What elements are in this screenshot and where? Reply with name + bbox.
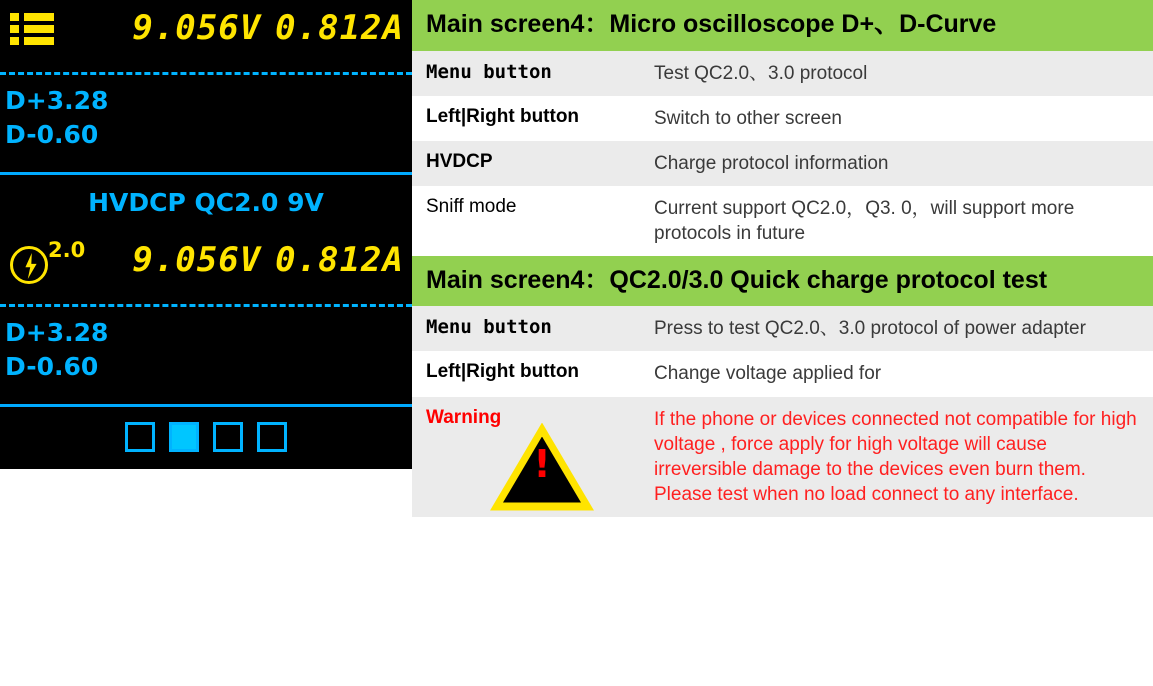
screen1-voltage: 9.056V <box>132 8 262 48</box>
table2-row3-label-cell <box>412 397 648 517</box>
screen2-readout <box>132 240 404 280</box>
table2-row1-desc: Press to test QC2.0、3.0 protocol of power adapter <box>654 318 1086 340</box>
warning-exclamation: ! <box>533 441 551 486</box>
table1-row3-desc: Charge protocol information <box>654 152 889 174</box>
table-row <box>412 306 1153 351</box>
warning-label: Warning <box>426 406 502 428</box>
screen1-protocol: HVDCP QC2.0 9V <box>88 188 324 217</box>
page-dot-4[interactable] <box>257 422 287 452</box>
screen1-topbar <box>0 0 412 66</box>
screen2-dminus: D-0.60 <box>5 352 99 381</box>
table-row-warning <box>412 397 1153 517</box>
table1-row2-desc: Switch to other screen <box>654 107 842 129</box>
device-screens-column <box>0 0 412 686</box>
table1-row2-label: Left|Right button <box>426 105 580 127</box>
screen1-current: 0.812A <box>275 8 404 48</box>
screen2-dashed-separator <box>0 304 412 307</box>
page-dot-3[interactable] <box>213 422 243 452</box>
table2-row3-desc: If the phone or devices connected not compatible for high voltage , force apply for high voltage will cause irreversible damage to the devices even burn them. Please test when no load connect to any interface. <box>654 408 1137 505</box>
page-dot-2[interactable] <box>169 422 199 452</box>
table2-row1-label: Menu button <box>426 316 552 339</box>
table-row <box>412 186 1153 256</box>
list-menu-icon[interactable] <box>10 10 54 50</box>
screen1-dashed-separator <box>0 72 412 75</box>
screen-quick-charge <box>0 232 412 469</box>
table1-row1-label: Menu button <box>426 60 552 83</box>
screen2-dplus: D+3.28 <box>5 318 109 347</box>
table1-row3-label: HVDCP <box>426 150 493 172</box>
lightning-bolt-icon <box>10 238 86 288</box>
screen2-solid-separator <box>0 404 412 407</box>
screen2-topbar <box>0 232 412 298</box>
screen2-voltage: 9.056V <box>132 240 262 280</box>
screen-oscilloscope <box>0 0 412 232</box>
table-row <box>412 351 1153 396</box>
table2-title: Main screen4：QC2.0/3.0 Quick charge protocol test <box>412 256 1153 307</box>
table1-row1-desc: Test QC2.0、3.0 protocol <box>654 62 868 84</box>
table1-row4-label: Sniff mode <box>426 195 517 217</box>
screen1-solid-separator <box>0 172 412 175</box>
table2-row2-label: Left|Right button <box>426 361 580 383</box>
screen2-current: 0.812A <box>275 240 404 280</box>
table-row <box>412 141 1153 186</box>
page-dot-1[interactable] <box>125 422 155 452</box>
table-row <box>412 51 1153 96</box>
qc-version-label: 2.0 <box>48 238 86 262</box>
table-row <box>412 96 1153 141</box>
table1-title: Main screen4：Micro oscilloscope D+、D-Curve <box>412 0 1153 51</box>
screen2-page-indicator[interactable] <box>0 422 412 452</box>
screen1-dplus: D+3.28 <box>5 86 109 115</box>
table2-row2-desc: Change voltage applied for <box>654 363 882 385</box>
documentation-column <box>412 0 1153 686</box>
screen1-dminus: D-0.60 <box>5 120 99 149</box>
warning-triangle-icon <box>490 423 594 511</box>
screen1-readout <box>132 8 404 48</box>
table1-row4-desc: Current support QC2.0，Q3. 0，will support more protocols in future <box>654 197 1075 244</box>
